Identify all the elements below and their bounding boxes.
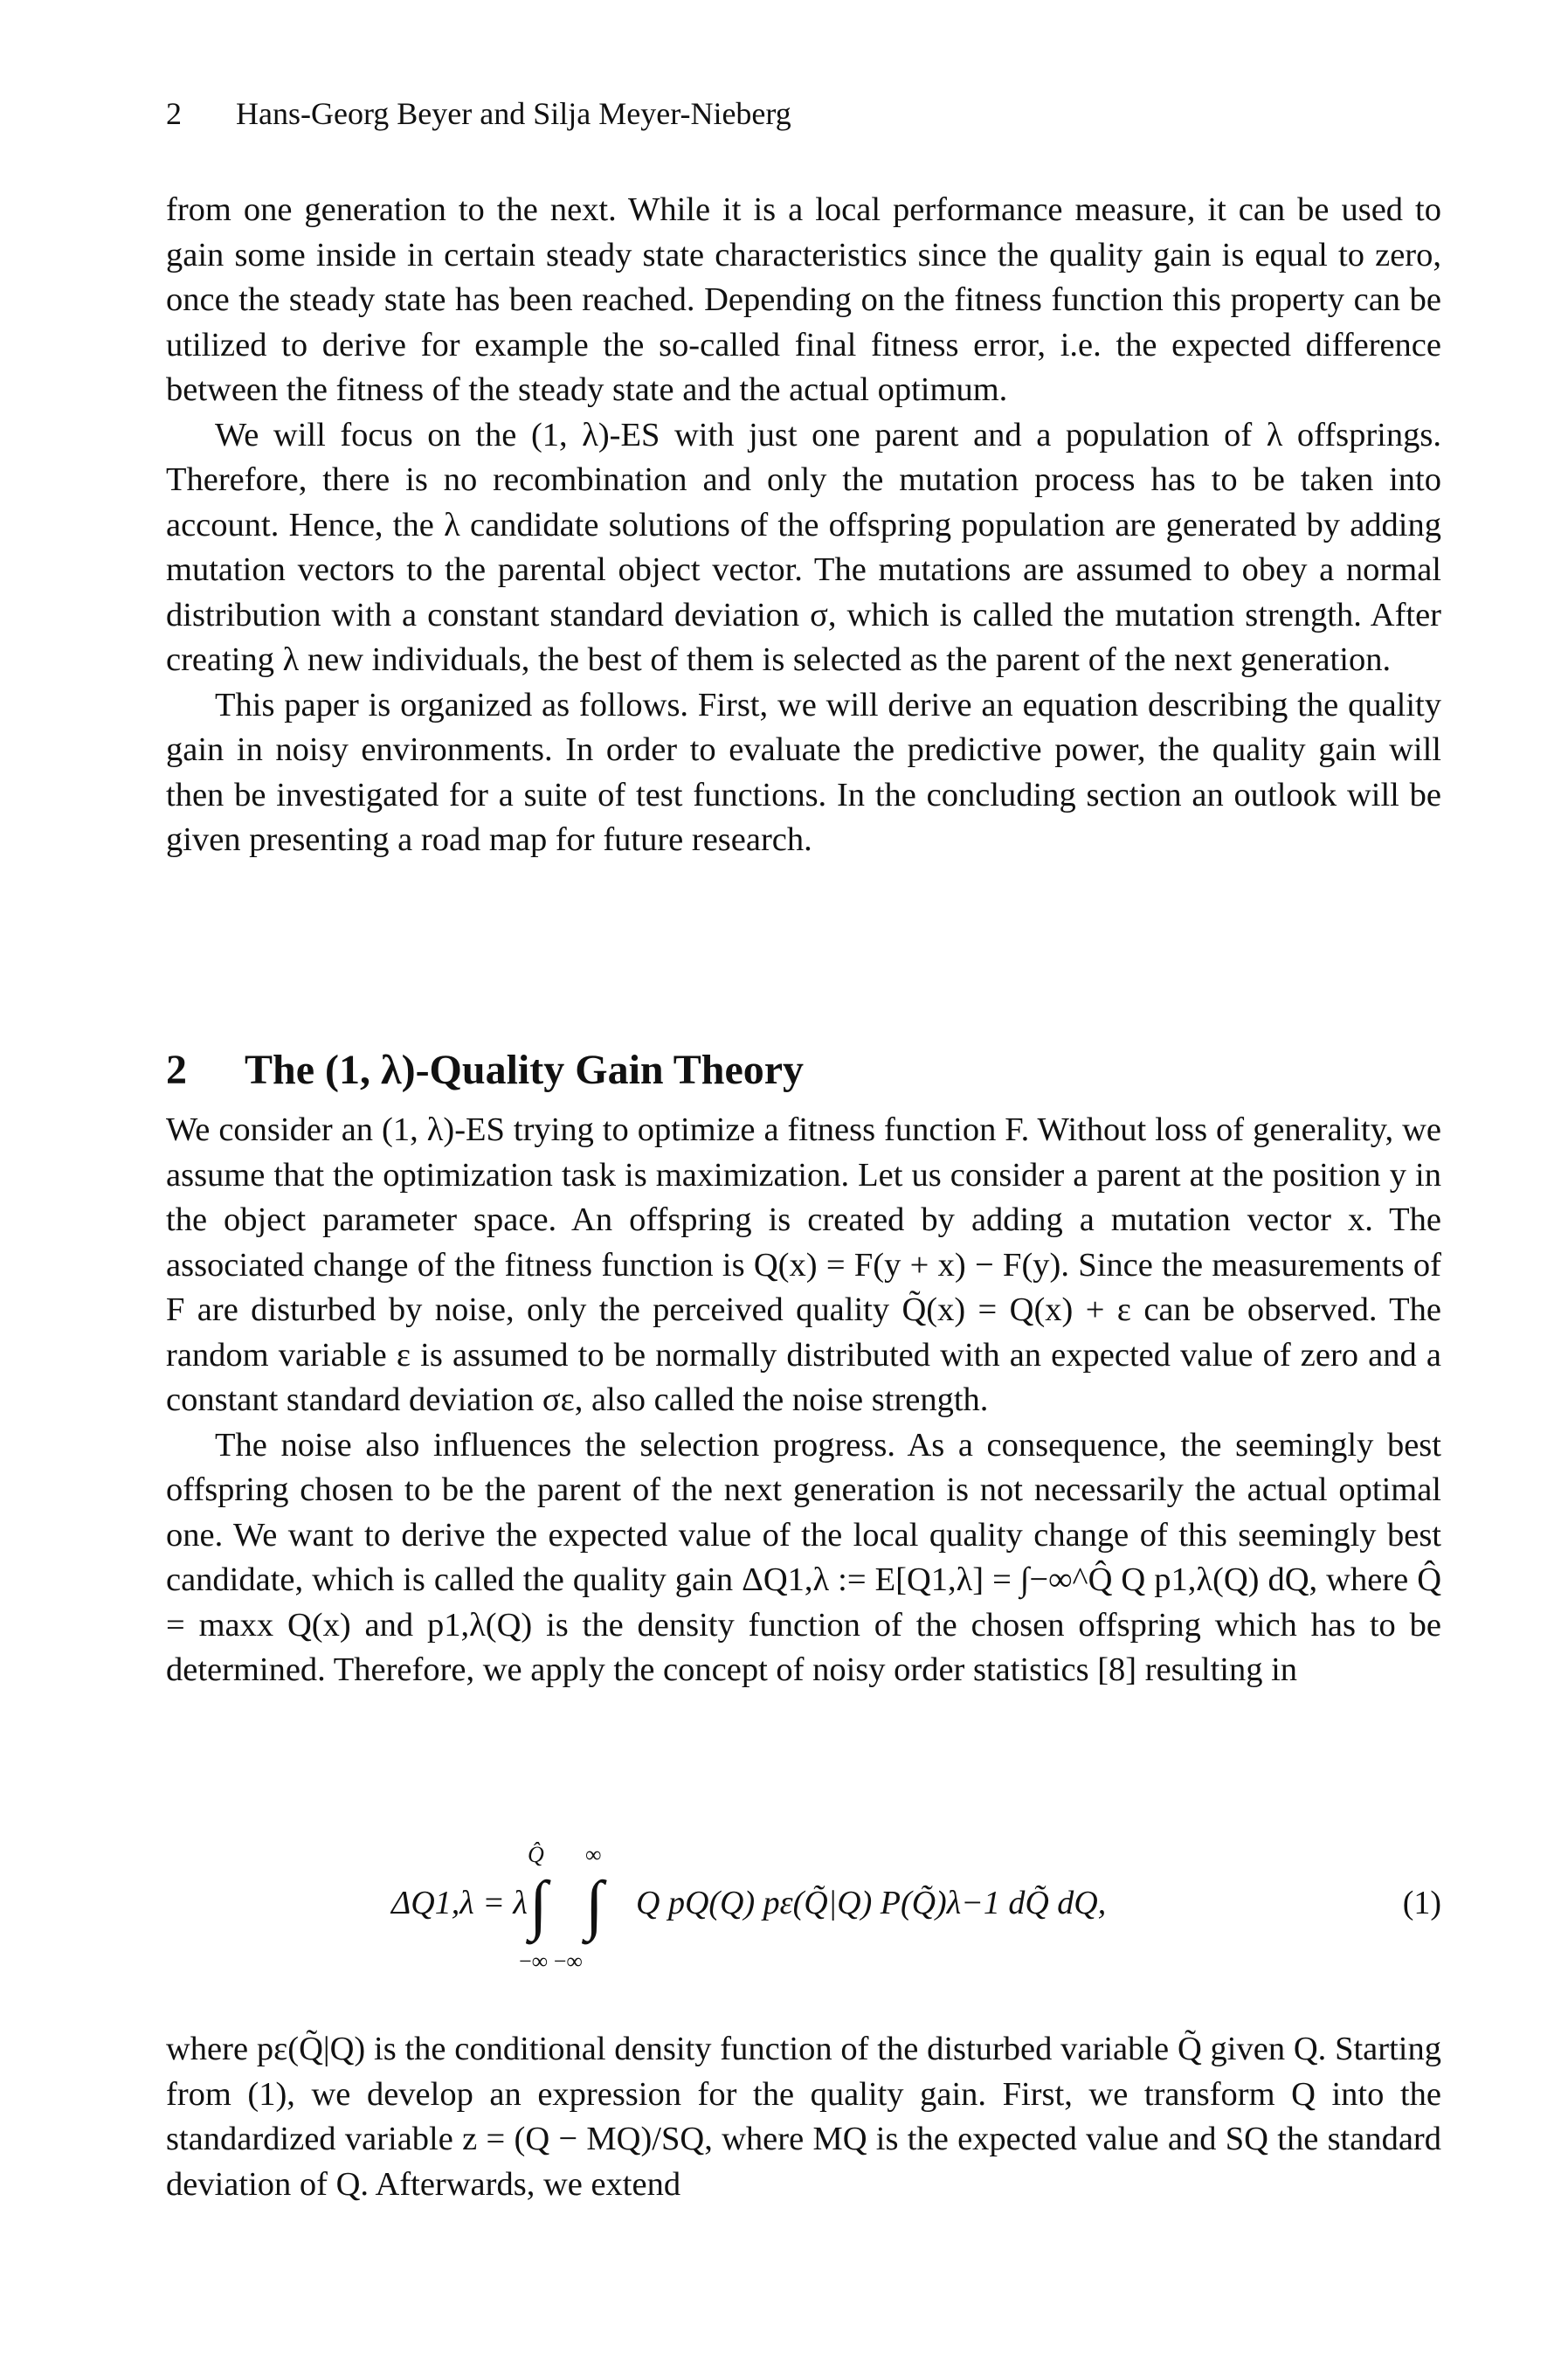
paragraph-6: where pε(Q̃|Q) is the conditional density function of the disturbed variable Q̃ given Q. Starting from (1), we develop an expression for the quality gain. First, we transform Q into the standardized variable z = (Q − MQ)/SQ, where MQ is the expected value and SQ the standard deviation of Q. Afterwards, we extend [166,2031,1441,2203]
paragraph-3: This paper is organized as follows. First, we will derive an equation describing the quality gain in noisy environments. In order to evaluate the predictive power, the quality gain will then be investigated for a suite of test functions. In the concluding section an outlook will be given presenting a road map for future research. [166,686,1441,858]
upper-limit-inner: ∞ [585,1842,602,1867]
section-number: 2 [166,1047,187,1093]
equation-body [391,1833,1265,1982]
section-heading [166,1044,804,1097]
integrand: Q pQ(Q) pε(Q̃|Q) P(Q̃)λ−1 dQ̃ dQ, [636,1885,1107,1921]
equation-lhs: ΔQ1,λ = λ [391,1885,528,1921]
equation-1 [166,1833,1441,1982]
paragraph-5: The noise also influences the selection progress. As a consequence, the seemingly best offspring chosen to be the parent of the next generation is not necessarily the actual optimal one. We want to derive the expected value of the local quality change of this seemingly best candidate, which is called the quality gain ΔQ1,λ := E[Q1,λ] = ∫−∞^Q̂ Q p1,λ(Q) dQ, where Q̂ = maxx Q(x) and p1,λ(Q) is the density function of the chosen offspring which has to be determined. Therefore, we apply the concept of noisy order statistics [8] resulting in [166,1426,1441,1688]
upper-limit-outer: Q̂ [528,1842,544,1867]
paragraph-1: from one generation to the next. While it is a local performance measure, it can be used to gain some inside in certain steady state characteristics since the quality gain is equal to zero, once the steady state has been reached. Depending on the fitness function this property can be utilized to derive for example the so-called final fitness error, i.e. the expected difference between the fitness of the steady state and the actual optimum. [166,191,1441,408]
page-number: 2 [166,96,182,131]
after-equation-text [166,2027,1441,2207]
paragraph-4: We consider an (1, λ)-ES trying to optimize a fitness function F. Without loss of generality, we assume that the optimization task is maximization. Let us consider a parent at the position y in the object parameter space. An offspring is created by adding a mutation vector x. The associated change of the fitness function is Q(x) = F(y + x) − F(y). Since the measurements of F are disturbed by noise, only the perceived quality Q̃(x) = Q(x) + ε can be observed. The random variable ε is assumed to be normally distributed with an expected value of zero and a constant standard deviation σε, also called the noise strength. [166,1111,1441,1418]
running-authors: Hans-Georg Beyer and Silja Meyer-Nieberg [236,96,791,131]
section-title: The (1, λ)-Quality Gain Theory [245,1047,805,1093]
integral-sign-inner: ∫ [585,1868,604,1941]
intro-text [166,188,1441,863]
equation-number: (1) [1402,1885,1441,1921]
running-header [166,94,791,133]
paragraph-2: We will focus on the (1, λ)-ES with just one parent and a population of λ offsprings. Therefore, there is no recombination and only the mutation process has to be taken into account. Hence, the λ candidate solutions of the offspring population are generated by adding mutation vectors to the parental object vector. The mutations are assumed to obey a normal distribution with a constant standard deviation σ, which is called the mutation strength. After creating λ new individuals, the best of them is selected as the parent of the next generation. [166,416,1441,678]
section-body [166,1108,1441,1693]
integral-sign-outer: ∫ [529,1868,548,1941]
lower-limits: −∞ −∞ [519,1948,583,1974]
